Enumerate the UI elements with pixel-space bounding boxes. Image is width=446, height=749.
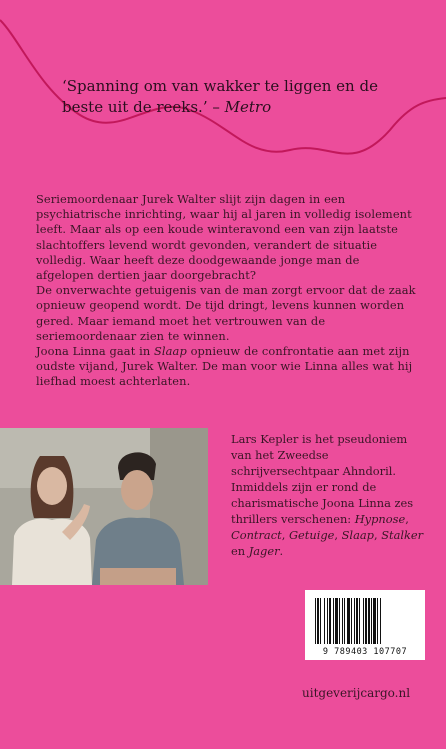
bio-intro: Lars Kepler is het pseudoniem van het Zweedse schrijversechtpaar Ahndoril. Inmiddels zijn er rond de charismatische Joona Linna zes thrillers verschenen: [231, 432, 414, 526]
blurb-p3-after: opnieuw de confrontatie aan met zijn oudste vijand, Jurek Walter. De man voor wie Linna alles wat hij liefhad moest achterlaten. [36, 344, 413, 389]
blurb-p3-title: Slaap [154, 344, 187, 359]
review-quote [62, 76, 402, 118]
bio-title-2: Contract [231, 528, 282, 542]
author-photo [0, 428, 208, 585]
barcode-number: 9 789403 107707 [322, 647, 408, 657]
bio-end: . [279, 544, 284, 558]
bio-title-5: Stalker [381, 528, 424, 542]
quote-source: Metro [224, 98, 272, 116]
bio-and: en [231, 544, 246, 558]
blurb-p3-before: Joona Linna gaat in [36, 344, 151, 359]
barcode-icon [305, 590, 425, 648]
book-blurb [36, 192, 420, 390]
bio-title-1: Hypnose [354, 512, 406, 526]
author-bio: Lars Kepler is het pseudoniem van het Zweedse schrijversechtpaar Ahndoril. Inmiddels zijn er rond de charismatische Joona Linna zes thrillers verschenen: Hypnose, Contract, Getuige, Slaap, Stalker en Jager. [231, 432, 424, 558]
bio-title-4: Slaap [341, 528, 374, 542]
publisher-website[interactable]: uitgeverijcargo.nl [302, 686, 411, 700]
blurb-paragraph-3 [36, 344, 420, 390]
blurb-paragraph-1: Seriemoordenaar Jurek Walter slijt zijn dagen in een psychiatrische inrichting, waar hij al jaren in volledig isolement leeft. Maar als op een koude winteravond een van zijn laatste slachtoffers levend wordt gevonden, verandert de situatie volledig. Waar heeft deze doodgewaande jonge man de afgelopen dertien jaar doorgebracht? [36, 192, 412, 283]
barcode [305, 590, 425, 660]
bio-title-6: Jager [248, 544, 280, 558]
blurb-paragraph-2: De onverwachte getuigenis van de man zorgt ervoor dat de zaak opnieuw geopend wordt. De tijd dringt, levens kunnen worden gered. Maar iemand moet het vertrouwen van de seriemoordenaar zien te winnen. [36, 283, 416, 343]
author-photo-icon [0, 428, 208, 585]
quote-text: ‘Spanning om van wakker te liggen en de beste uit de reeks.’ – [62, 77, 378, 116]
bio-title-3: Getuige [288, 528, 335, 542]
